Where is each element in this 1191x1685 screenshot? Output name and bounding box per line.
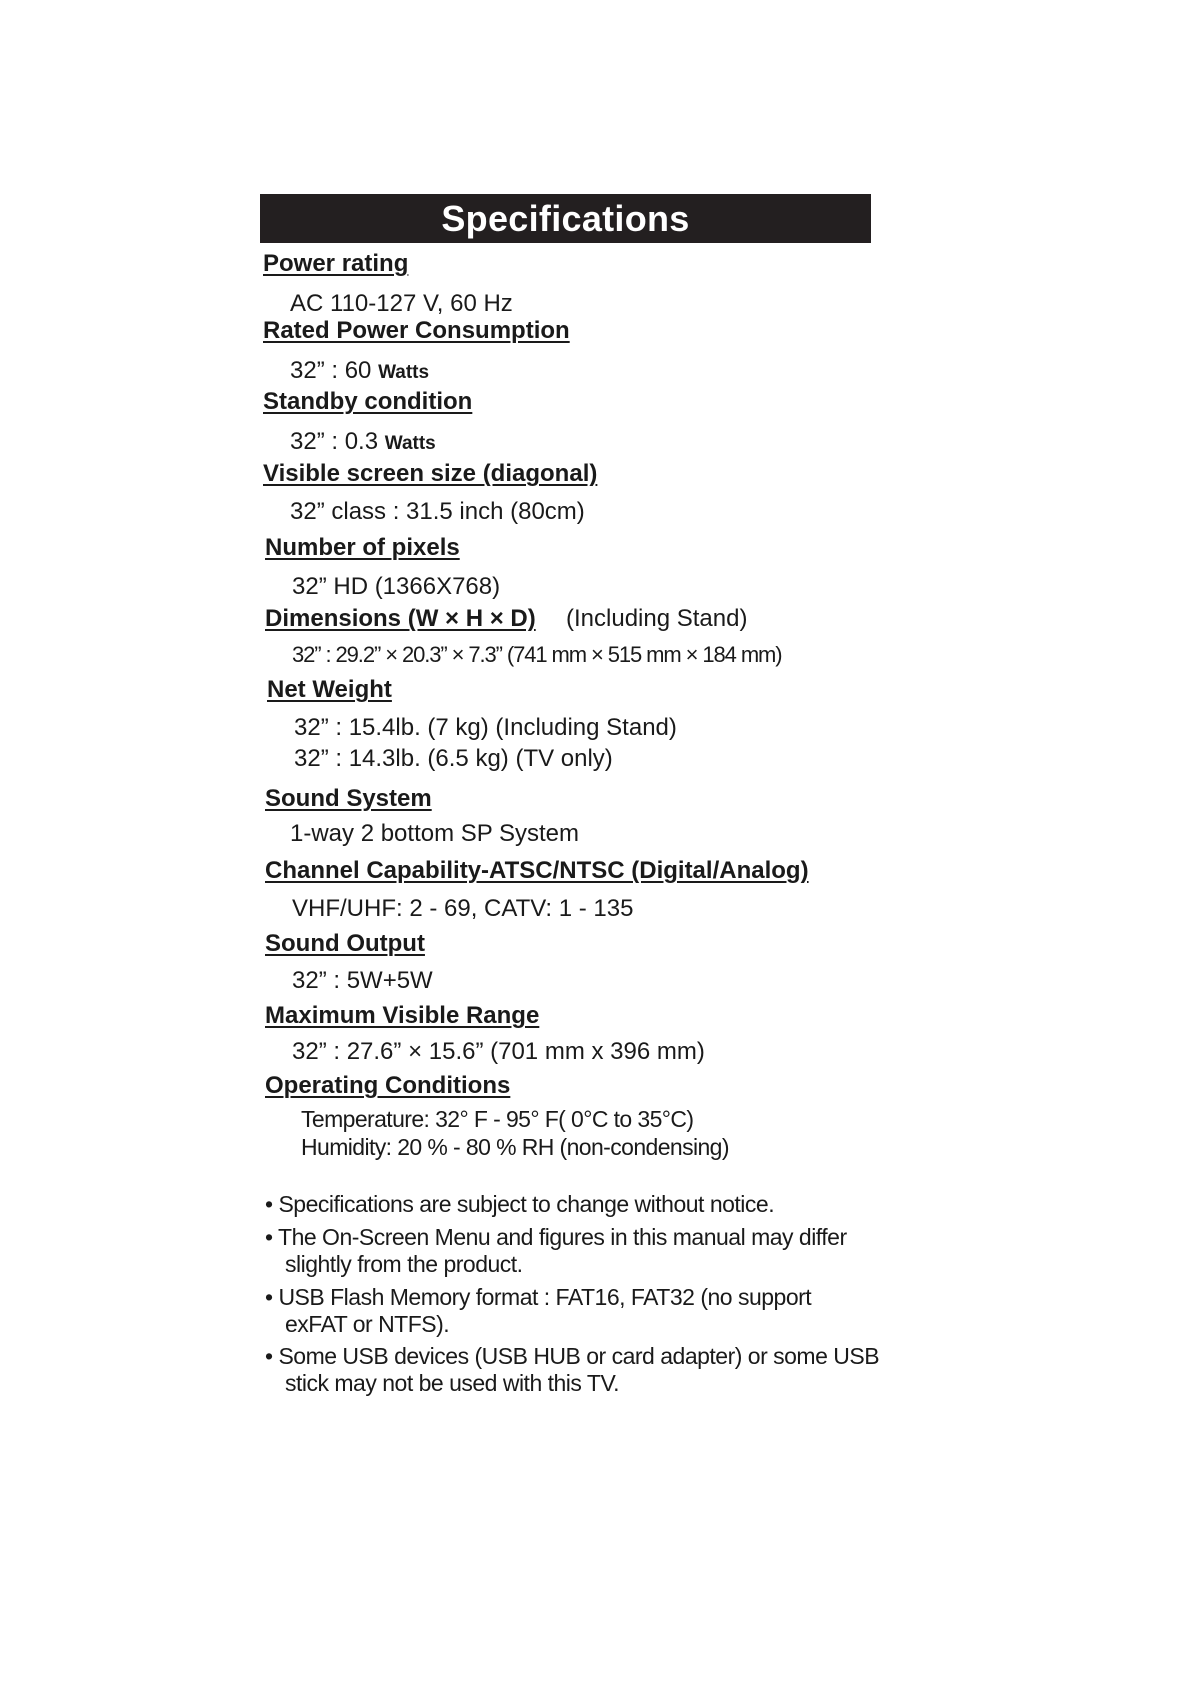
heading-rated-power-consumption: Rated Power Consumption xyxy=(263,317,570,344)
heading-sound-output: Sound Output xyxy=(265,930,425,957)
value-standby-condition xyxy=(290,428,436,456)
page-title: Specifications xyxy=(260,194,871,243)
heading-dimensions: Dimensions (W × H × D) xyxy=(265,605,536,632)
heading-standby-condition: Standby condition xyxy=(263,388,473,415)
heading-number-of-pixels: Number of pixels xyxy=(265,534,460,561)
value-temperature: Temperature: 32° F - 95° F( 0°C to 35°C) xyxy=(301,1106,694,1132)
rated-power-unit: Watts xyxy=(378,362,430,383)
heading-operating-conditions: Operating Conditions xyxy=(265,1072,511,1099)
note-usb-devices-line-1: • Some USB devices (USB HUB or card adapter) or some USB xyxy=(265,1343,880,1369)
note-usb-format-line-2: exFAT or NTFS). xyxy=(285,1311,450,1337)
value-visible-screen-size: 32” class : 31.5 inch (80cm) xyxy=(290,498,585,525)
note-usb-devices-line-2: stick may not be used with this TV. xyxy=(285,1370,620,1396)
value-number-of-pixels: 32” HD (1366X768) xyxy=(292,573,501,600)
note-on-screen-menu-line-1: • The On-Screen Menu and figures in this manual may differ xyxy=(265,1224,847,1250)
value-dimensions: 32” : 29.2” × 20.3” × 7.3” (741 mm × 515 mm × 184 mm) xyxy=(292,642,782,667)
value-power-rating: AC 110-127 V, 60 Hz xyxy=(290,290,513,317)
heading-power-rating: Power rating xyxy=(263,250,409,277)
value-channel-capability: VHF/UHF: 2 - 69, CATV: 1 - 135 xyxy=(292,895,634,922)
heading-net-weight: Net Weight xyxy=(267,676,392,703)
dimensions-including-stand-note: (Including Stand) xyxy=(566,605,748,632)
note-specifications-change: • Specifications are subject to change without notice. xyxy=(265,1191,775,1217)
rated-power-number: 32” : 60 xyxy=(290,357,372,384)
note-usb-format-line-1: • USB Flash Memory format : FAT16, FAT32 (no support xyxy=(265,1284,812,1310)
value-net-weight-tv-only: 32” : 14.3lb. (6.5 kg) (TV only) xyxy=(294,745,613,772)
standby-number: 32” : 0.3 xyxy=(290,428,379,455)
heading-channel-capability: Channel Capability-ATSC/NTSC (Digital/Analog) xyxy=(265,857,809,884)
heading-sound-system: Sound System xyxy=(265,785,432,812)
note-on-screen-menu-line-2: slightly from the product. xyxy=(285,1251,523,1277)
standby-unit: Watts xyxy=(384,433,436,454)
heading-visible-screen-size: Visible screen size (diagonal) xyxy=(263,460,598,487)
value-rated-power-consumption xyxy=(290,357,429,385)
heading-maximum-visible-range: Maximum Visible Range xyxy=(265,1002,540,1029)
value-humidity: Humidity: 20 % - 80 % RH (non-condensing) xyxy=(301,1134,729,1160)
value-maximum-visible-range: 32” : 27.6” × 15.6” (701 mm x 396 mm) xyxy=(292,1038,705,1065)
value-net-weight-including-stand: 32” : 15.4lb. (7 kg) (Including Stand) xyxy=(294,714,677,741)
value-sound-output: 32” : 5W+5W xyxy=(292,967,433,994)
value-sound-system: 1-way 2 bottom SP System xyxy=(290,820,580,847)
